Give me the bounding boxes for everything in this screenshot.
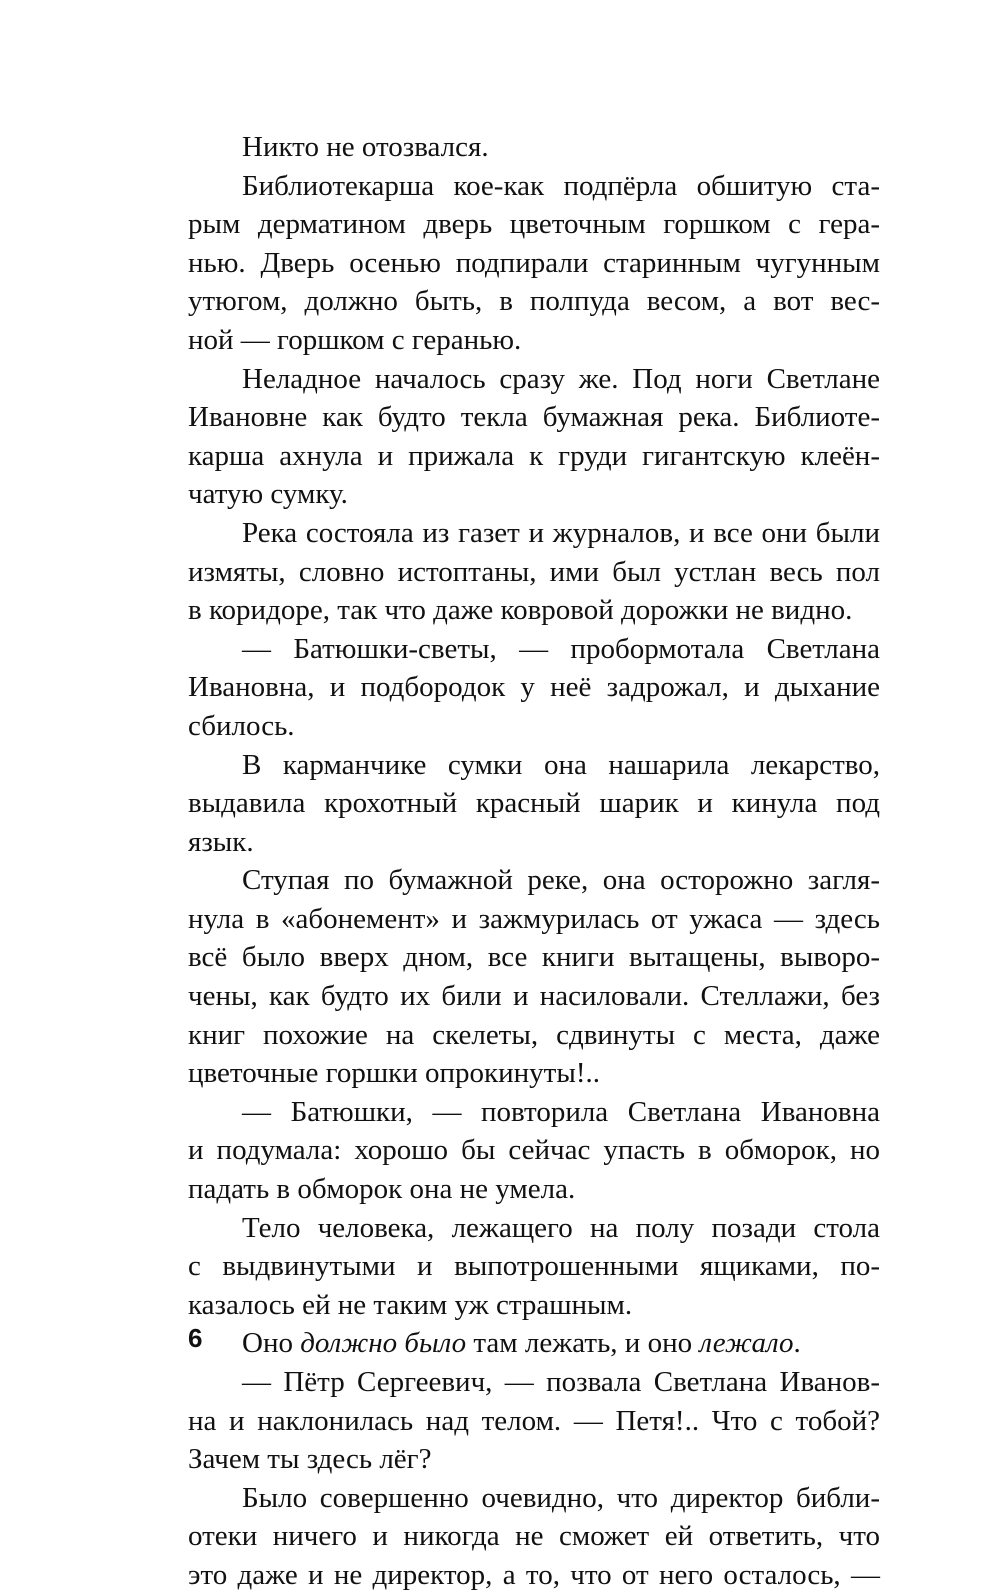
paragraph (188, 861, 880, 1093)
italic-text: лежало (699, 1327, 794, 1360)
text-line: рым дерматином дверь цветочным горшком с гера- (188, 208, 880, 241)
text-line: всё было вверх дном, все книги вытащены, выворо- (188, 941, 880, 974)
text-line: нула в «абонемент» и зажмурилась от ужаса — здесь (188, 902, 880, 935)
text-run: Оно (242, 1327, 301, 1360)
text-line: выдавила крохотный красный шарик и кинула под (188, 787, 880, 820)
text-line: язык. (188, 825, 254, 858)
paragraph (188, 1209, 880, 1325)
text-line: Ивановна, и подбородок у неё задрожал, и дыхание (188, 671, 880, 704)
text-line: падать в обморок она не умела. (188, 1173, 576, 1206)
text-line: в коридоре, так что даже ковровой дорожки не видно. (188, 594, 853, 627)
paragraph (188, 1363, 880, 1479)
text-line: отеки ничего и никогда не сможет ей ответить, что (188, 1520, 880, 1553)
text-line: утюгом, должно быть, в полпуда весом, а вот вес- (188, 285, 880, 318)
text-line: измяты, словно истоптаны, ими был устлан весь пол (188, 555, 880, 588)
text-run: там лежать, и оно (466, 1327, 700, 1360)
text-line: карша ахнула и прижала к груди гигантскую клеён- (188, 439, 880, 472)
text-line: сбилось. (188, 709, 295, 742)
text-line: Библиотекарша кое-как подпёрла обшитую ста- (242, 169, 880, 202)
text-line: чены, как будто их били и насиловали. Стеллажи, без (188, 980, 880, 1013)
text-line: — Батюшки-светы, — пробормотала Светлана (242, 632, 880, 665)
text-line (188, 1324, 880, 1363)
text-line: Неладное началось сразу же. Под ноги Светлане (242, 362, 880, 395)
text-line: Река состояла из газет и журналов, и все они были (242, 516, 880, 549)
italic-text: должно было (300, 1327, 467, 1360)
paragraph (188, 167, 880, 360)
page-body (188, 128, 880, 1595)
paragraph (188, 360, 880, 514)
text-line: Тело человека, лежащего на полу позади стола (242, 1211, 880, 1244)
paragraph (188, 514, 880, 630)
paragraph (188, 630, 880, 746)
paragraph (188, 1479, 880, 1595)
text-line: казалось ей не таким уж страшным. (188, 1288, 633, 1321)
paragraph (188, 1324, 880, 1363)
text-line: Никто не отозвался. (242, 131, 489, 163)
text-line: книг похожие на скелеты, сдвинуты с места, даже (188, 1018, 880, 1051)
text-line: Было совершенно очевидно, что директор библи- (242, 1481, 880, 1514)
text-line: на и наклонилась над телом. — Петя!.. Что с тобой? (188, 1404, 880, 1437)
paragraph (188, 128, 880, 167)
text-line: с выдвинутыми и выпотрошенными ящиками, по- (188, 1250, 880, 1283)
text-line: — Пётр Сергеевич, — позвала Светлана Иванов- (242, 1366, 880, 1398)
text-line: это даже и не директор, а то, что от него осталось, — (188, 1558, 880, 1591)
text-line: цветочные горшки опрокинуты!.. (188, 1057, 600, 1090)
text-line: Зачем ты здесь лёг? (188, 1443, 432, 1476)
text-line: Ступая по бумажной реке, она осторожно загля- (242, 864, 880, 897)
paragraph (188, 746, 880, 862)
page-number: 6 (188, 1323, 203, 1353)
text-line: нью. Дверь осенью подпирали старинным чугунным (188, 246, 880, 279)
text-line: и подумала: хорошо бы сейчас упасть в обморок, но (188, 1134, 880, 1167)
text-line: Ивановне как будто текла бумажная река. Библиоте- (188, 401, 880, 434)
text-line: ной — горшком с геранью. (188, 323, 522, 356)
paragraph (188, 1093, 880, 1209)
text-line: — Батюшки, — повторила Светлана Ивановна (242, 1095, 880, 1128)
text-run: . (793, 1327, 801, 1360)
text-line: чатую сумку. (188, 478, 348, 511)
text-line: В карманчике сумки она нашарила лекарство, (242, 748, 880, 781)
